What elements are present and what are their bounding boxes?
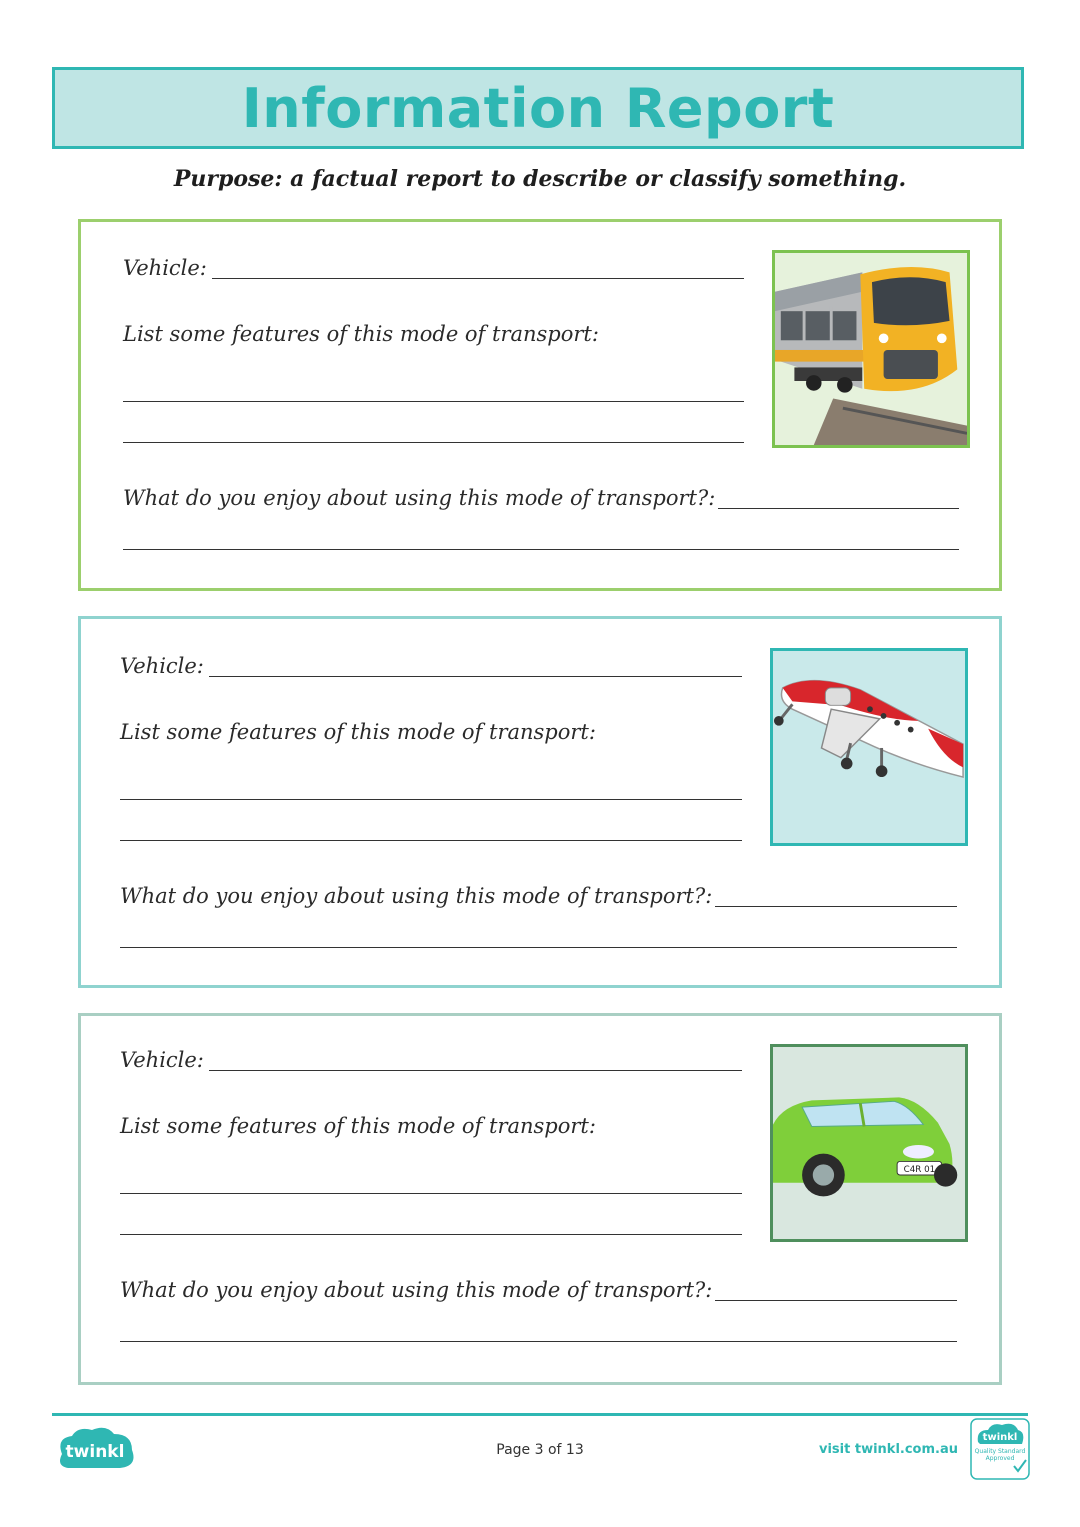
train-illustration xyxy=(775,253,967,445)
enjoy-answer-line-2[interactable] xyxy=(120,947,957,948)
features-answer-line-2[interactable] xyxy=(120,840,742,841)
website-link[interactable]: visit twinkl.com.au xyxy=(819,1442,958,1457)
report-section-train xyxy=(78,219,1002,591)
enjoy-answer-line-1[interactable] xyxy=(718,508,959,509)
features-answer-line-2[interactable] xyxy=(123,442,744,443)
page-title: Information Report xyxy=(241,76,835,140)
enjoy-label: What do you enjoy about using this mode of transport?: xyxy=(120,884,713,908)
features-answer-line-2[interactable] xyxy=(120,1234,742,1235)
airplane-illustration xyxy=(773,651,965,843)
enjoy-answer-line-1[interactable] xyxy=(715,1300,957,1301)
features-label: List some features of this mode of transport: xyxy=(123,322,599,346)
report-section-airplane xyxy=(78,616,1002,988)
enjoy-answer-line-1[interactable] xyxy=(715,906,957,907)
title-banner xyxy=(52,67,1024,149)
vehicle-answer-line[interactable] xyxy=(209,676,742,677)
vehicle-label: Vehicle: xyxy=(120,1048,204,1072)
badge-caption: Quality Standard Approved xyxy=(974,1448,1026,1462)
badge-title: twinkl xyxy=(982,1432,1018,1443)
airplane-image xyxy=(770,648,968,846)
enjoy-answer-line-2[interactable] xyxy=(120,1341,957,1342)
vehicle-label: Vehicle: xyxy=(120,654,204,678)
page-number: Page 3 of 13 xyxy=(496,1442,584,1458)
logo-text: twinkl xyxy=(65,1442,125,1462)
license-plate-text: C4R 01 xyxy=(903,1165,936,1176)
features-label: List some features of this mode of transport: xyxy=(120,720,596,744)
features-answer-line-1[interactable] xyxy=(120,799,742,800)
train-image xyxy=(772,250,970,448)
purpose-statement: Purpose: a factual report to describe or classify something. xyxy=(173,166,907,192)
report-section-car xyxy=(78,1013,1002,1385)
footer-divider xyxy=(52,1413,1028,1416)
enjoy-label: What do you enjoy about using this mode of transport?: xyxy=(123,486,716,510)
vehicle-answer-line[interactable] xyxy=(209,1070,742,1071)
features-label: List some features of this mode of transport: xyxy=(120,1114,596,1138)
quality-badge xyxy=(970,1418,1030,1480)
features-answer-line-1[interactable] xyxy=(120,1193,742,1194)
vehicle-answer-line[interactable] xyxy=(212,278,744,279)
enjoy-answer-line-2[interactable] xyxy=(123,549,959,550)
car-illustration xyxy=(773,1047,965,1239)
enjoy-label: What do you enjoy about using this mode of transport?: xyxy=(120,1278,713,1302)
vehicle-label: Vehicle: xyxy=(123,256,207,280)
features-answer-line-1[interactable] xyxy=(123,401,744,402)
car-image xyxy=(770,1044,968,1242)
